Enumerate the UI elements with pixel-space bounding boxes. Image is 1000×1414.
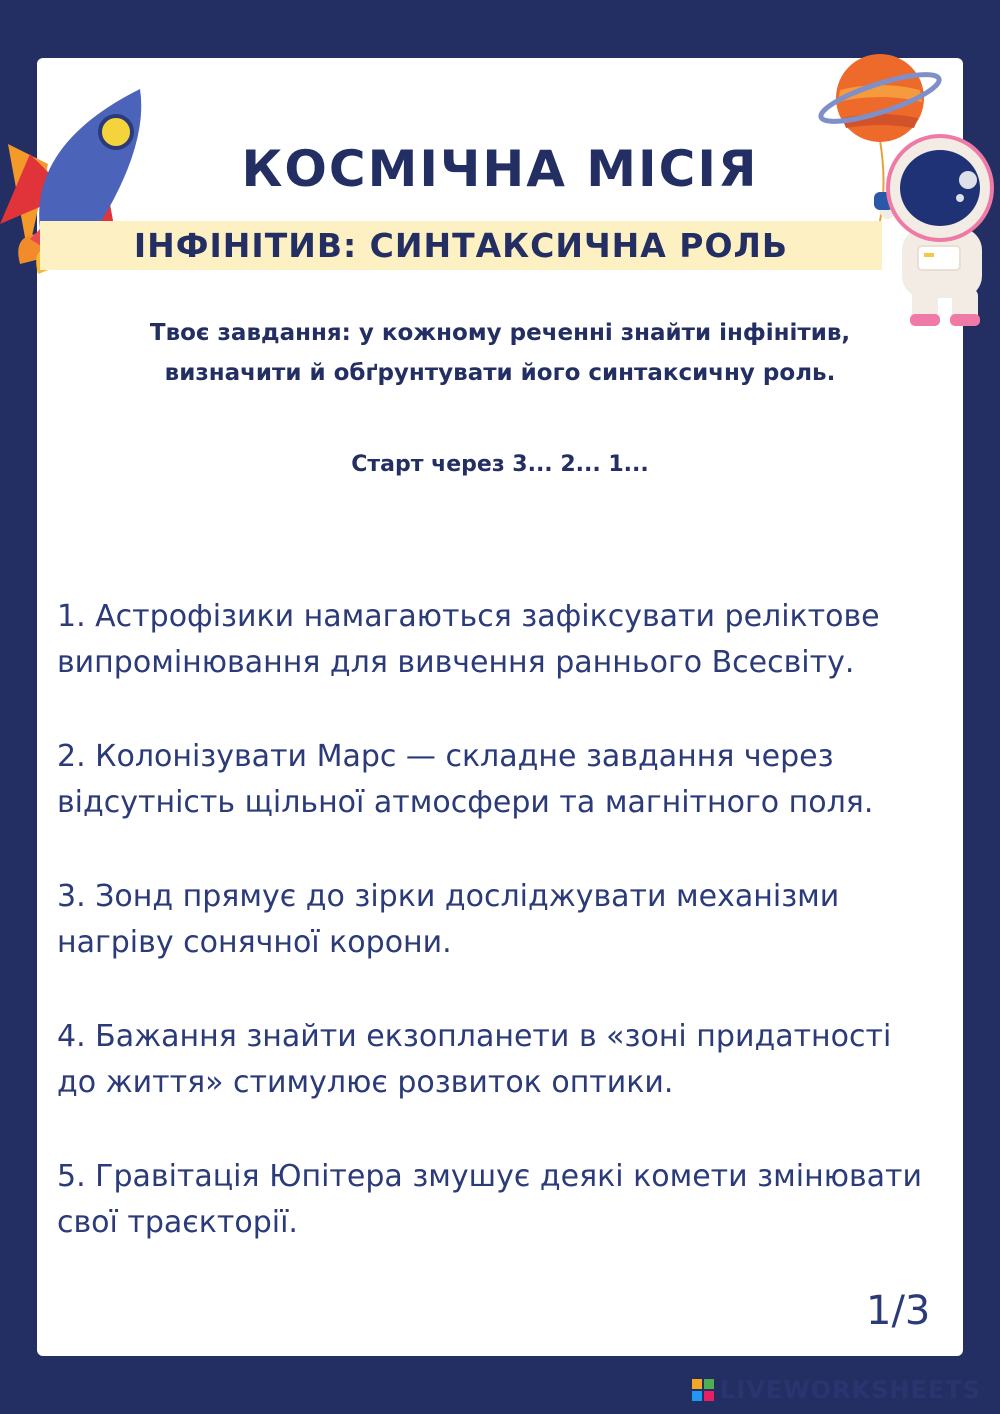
sentence-line: 5. Гравітація Юпітера змушує деякі комети змінювати <box>57 1159 923 1194</box>
sentence-line: відсутність щільної атмосфери та магнітного поля. <box>57 785 874 820</box>
sentence-item <box>57 1014 962 1106</box>
liveworksheets-logo[interactable] <box>692 1376 981 1404</box>
sentence-line: випромінювання для вивчення раннього Всесвіту. <box>57 645 855 680</box>
page-number: 1/3 <box>866 1288 931 1334</box>
liveworksheets-logo-icon <box>692 1379 714 1401</box>
page-title: КОСМІЧНА МІСІЯ <box>241 140 759 198</box>
task-line: Твоє завдання: у кожному реченні знайти інфінітив, <box>149 320 851 346</box>
task-instructions <box>60 313 940 393</box>
page-subtitle: ІНФІНІТИВ: СИНТАКСИЧНА РОЛЬ <box>133 226 789 265</box>
sentence-line: до життя» стимулює розвиток оптики. <box>57 1065 674 1100</box>
sentence-item <box>57 874 962 966</box>
sentence-item <box>57 1154 962 1246</box>
sentence-line: 1. Астрофізики намагаються зафіксувати реліктове <box>57 599 880 634</box>
task-line: визначити й обґрунтувати його синтаксичну роль. <box>164 360 836 386</box>
sentence-line: нагріву сонячної корони. <box>57 925 452 960</box>
sentence-line: свої траєкторії. <box>57 1205 298 1240</box>
start-countdown: Старт через 3... 2... 1... <box>351 452 649 477</box>
sentence-list <box>57 594 962 1294</box>
sentence-item <box>57 594 962 686</box>
sentence-line: 2. Колонізувати Марс — складне завдання через <box>57 739 834 774</box>
sentence-item <box>57 734 962 826</box>
sentence-line: 4. Бажання знайти екзопланети в «зоні придатності <box>57 1019 892 1054</box>
logo-text: LIVEWORKSHEETS <box>720 1376 981 1404</box>
sentence-line: 3. Зонд прямує до зірки досліджувати механізми <box>57 879 840 914</box>
